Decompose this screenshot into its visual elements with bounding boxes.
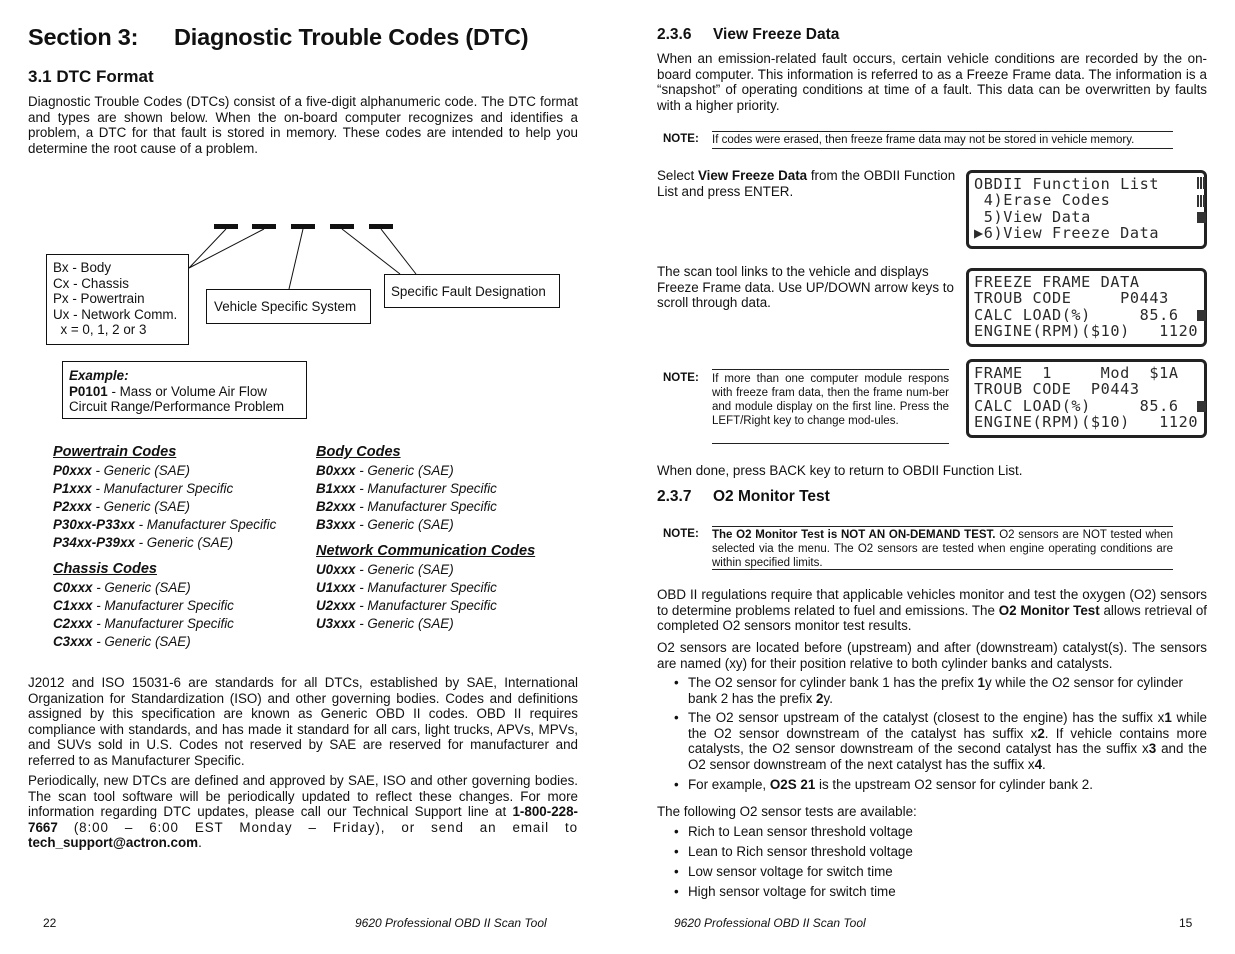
code-desc: - Manufacturer Specific <box>355 499 497 514</box>
list-item <box>316 597 535 615</box>
list-item: • Lean to Rich sensor threshold voltage <box>657 844 1207 860</box>
t: 1 <box>1164 710 1172 726</box>
t: and the O2 sensor downstream of the next catalyst has the suffix x <box>688 741 1207 772</box>
t: 4 <box>1034 756 1043 772</box>
code-desc: - Generic (SAE) <box>355 562 454 577</box>
list-item <box>53 579 234 597</box>
code-desc: - Generic (SAE) <box>355 616 454 631</box>
t: For example, <box>688 776 770 792</box>
system-body: Bx - Body <box>53 260 112 275</box>
code: U0xxx <box>316 562 356 577</box>
left-footer-title: 9620 Professional OBD II Scan Tool <box>355 916 547 930</box>
code: P30xx-P33xx <box>53 517 135 532</box>
list-item <box>316 498 497 516</box>
note-emphasis: The O2 Monitor Test is NOT AN ON-DEMAND TEST. <box>712 529 996 541</box>
code-desc: - Manufacturer Specific <box>91 481 234 496</box>
note-label: NOTE: <box>663 528 699 540</box>
list-item <box>657 675 1207 706</box>
code: P0xxx <box>53 463 92 478</box>
t: . <box>1042 756 1046 772</box>
heading-dtc-format: 3.1 DTC Format <box>28 67 154 86</box>
code: U3xxx <box>316 616 356 631</box>
code-desc: - Generic (SAE) <box>91 499 190 514</box>
para-text: OBD II regulations require that applicable vehicles monitor and test the oxygen (O2) sensors to determine problems related to fuel and emissions. The <box>657 587 1207 618</box>
lcd-line: 4)Erase Codes <box>974 191 1111 210</box>
t: 1 <box>977 675 985 690</box>
note-o2-not-on-demand <box>712 526 1173 570</box>
chassis-heading: Chassis Codes <box>53 561 157 577</box>
support-email: tech_support@actron.com <box>28 835 199 851</box>
digit-dash-1 <box>214 224 238 229</box>
lcd-line: 5)View Data <box>974 207 1091 226</box>
para-text-end: allows retrieval of completed O2 sensors monitor test results. <box>657 602 1207 634</box>
lcd-freeze-frame-data <box>966 268 1207 347</box>
code-desc: - Generic (SAE) <box>91 463 190 478</box>
heading-text: O2 Monitor Test <box>713 488 830 505</box>
list-item <box>316 480 497 498</box>
lcd-line-selected: ▶6)View Freeze Data <box>974 224 1160 243</box>
code-desc: - Generic (SAE) <box>134 535 234 550</box>
code-desc: - Manufacturer Specific <box>92 616 234 631</box>
lcd-line: TROUB CODE P0443 <box>974 289 1169 308</box>
t: while the O2 sensor downstream of the catalyst has suffix x <box>688 710 1207 741</box>
body-heading: Body Codes <box>316 444 401 460</box>
heading-number: 2.3.6 <box>657 26 692 43</box>
lcd-function-list <box>966 170 1207 249</box>
t: The O2 sensor for cylinder bank 1 has the prefix <box>688 675 978 690</box>
code-desc: - Manufacturer Specific <box>355 598 497 613</box>
powertrain-codes <box>53 443 276 552</box>
t: y while the O2 sensor for cylinder bank 2 has the prefix <box>688 675 1183 706</box>
list-item <box>316 615 535 633</box>
right-page-number: 15 <box>1179 916 1193 930</box>
lcd-line: FRAME 1 Mod $1A <box>974 364 1179 382</box>
code: C1xxx <box>53 598 93 613</box>
select-menu-item: View Freeze Data <box>697 168 808 183</box>
code-desc: - Generic (SAE) <box>355 517 454 532</box>
digit-dash-4 <box>330 224 354 229</box>
para-emphasis: O2 Monitor Test <box>998 602 1100 618</box>
digit-dash-5 <box>369 224 393 229</box>
heading-number: 2.3.7 <box>657 488 692 505</box>
scrollbar-icon <box>1197 177 1206 189</box>
links-paragraph: The scan tool links to the vehicle and displays Freeze Frame data. Use UP/DOWN arrow keys to scroll through data. <box>657 264 954 311</box>
code: U1xxx <box>316 580 356 595</box>
code: C0xxx <box>53 580 93 595</box>
vehicle-specific-system-box: Vehicle Specific System <box>206 289 371 324</box>
freeze-intro-paragraph: When an emission-related fault occurs, certain vehicle conditions are recorded by the on-board computer. This information is referred to as a Freeze Frame data. The information is a “snapshot” of operating conditions at time of a fault. This data can be overwritten by faults with a higher priority. <box>657 51 1207 113</box>
list-item: • Rich to Lean sensor threshold voltage <box>657 824 1207 840</box>
note-text: O2 sensors are NOT tested when selected via the menu. The O2 sensors are tested when engine operating conditions are within specified limits. <box>712 529 1173 569</box>
system-x-values: x = 0, 1, 2 or 3 <box>53 322 147 338</box>
chassis-codes <box>53 560 234 651</box>
list-item <box>316 516 497 534</box>
code: C2xxx <box>53 616 93 631</box>
done-paragraph: When done, press BACK key to return to OBDII Function List. <box>657 463 1023 478</box>
note-erased-codes: If codes were erased, then freeze frame data may not be stored in vehicle memory. <box>712 131 1173 149</box>
right-footer-title: 9620 Professional OBD II Scan Tool <box>674 916 866 930</box>
t: . If vehicle contains more catalysts, the O2 sensor downstream of the second catalyst has the suffix x <box>688 725 1207 757</box>
following-tests-paragraph: The following O2 sensor tests are available: <box>657 804 917 819</box>
list-item <box>53 615 234 633</box>
list-item <box>657 710 1207 772</box>
code: P2xxx <box>53 499 92 514</box>
list-item: • Low sensor voltage for switch time <box>657 864 1207 880</box>
code-desc: - Manufacturer Specific <box>355 580 497 595</box>
list-item <box>53 480 276 498</box>
lcd-line: ENGINE(RPM)($10) 1120 <box>974 413 1199 432</box>
code-desc: - Generic (SAE) <box>92 580 191 595</box>
periodic-text-end: . <box>198 835 202 851</box>
t: The O2 sensor upstream of the catalyst (closest to the engine) has the suffix x <box>688 710 1165 726</box>
code-desc: - Generic (SAE) <box>92 634 191 649</box>
system-network: Ux - Network Comm. <box>53 306 178 322</box>
lcd-line: TROUB CODE P0443 <box>974 380 1140 399</box>
body-codes <box>316 443 497 534</box>
lcd-line: FREEZE FRAME DATA <box>974 273 1140 291</box>
obd-regulations-paragraph <box>657 587 1207 634</box>
note-label: NOTE: <box>663 133 699 145</box>
lcd-line: CALC LOAD(%) 85.6 <box>974 305 1179 324</box>
t: y. <box>823 690 833 706</box>
list-item <box>53 462 276 480</box>
code: P34xx-P39xx <box>53 535 135 550</box>
digit-dash-3 <box>291 224 315 229</box>
system-powertrain: Px - Powertrain <box>53 291 145 307</box>
code: C3xxx <box>53 634 93 649</box>
scrollbar-thumb-icon <box>1197 310 1206 321</box>
support-phone: 1-800-228-7667 <box>28 804 578 835</box>
periodic-paragraph <box>28 773 578 851</box>
code: B0xxx <box>316 463 356 478</box>
example-box <box>62 361 307 419</box>
lcd-frame-module <box>966 359 1207 438</box>
list-item <box>316 561 535 579</box>
j2012-paragraph: J2012 and ISO 15031-6 are standards for all DTCs, established by SAE, International Organization for Standardization (ISO) and other governing bodies. Codes and definitions assigned by this specification are known as Generic OBD II codes. OBD II requires compliance with standards, and has made it standard for all cars, light trucks, APVs, MPVs, and SUVs sold in U.S. Codes not reserved by SAE are reserved for manufacturer and referred to as Manufacturer Specific. <box>28 675 578 768</box>
list-item <box>316 579 535 597</box>
example-code: P0101 <box>69 383 108 399</box>
periodic-text-hours: (8:00 – 6:00 EST Monday – Friday), or send an email to <box>57 819 578 835</box>
list-item: • High sensor voltage for switch time <box>657 884 1207 900</box>
system-type-box <box>46 254 189 345</box>
scrollbar-thumb-icon <box>1197 401 1206 412</box>
scrollbar-thumb-icon <box>1197 212 1206 223</box>
network-heading: Network Communication Codes <box>316 543 536 559</box>
code-desc: - Manufacturer Specific <box>134 517 277 532</box>
t: is the upstream O2 sensor for cylinder bank 2. <box>815 776 1093 792</box>
list-item <box>316 462 497 480</box>
t: 2 <box>1037 725 1045 741</box>
system-chassis: Cx - Chassis <box>53 275 129 291</box>
dtc-format-paragraph: Diagnostic Trouble Codes (DTCs) consist of a five-digit alphanumeric code. The DTC format and types are shown below. When the on-board computer recognizes and identifies a problem, a DTC for that fault is stored in memory. These codes are intended to help you determine the root cause of a problem. <box>28 94 578 156</box>
left-page-number: 22 <box>43 916 57 930</box>
code: B3xxx <box>316 517 356 532</box>
list-item <box>53 597 234 615</box>
lcd-line: CALC LOAD(%) 85.6 <box>974 396 1179 415</box>
code: U2xxx <box>316 598 356 613</box>
example-line-2: Circuit Range/Performance Problem <box>69 399 285 415</box>
t: 2 <box>816 690 824 706</box>
section-title-text: Diagnostic Trouble Codes (DTC) <box>174 24 529 50</box>
note-multiple-modules: If more than one computer module respons with freeze fram data, then the frame num-ber and module display on the first line. Press the LEFT/Right key to change mod-ules. <box>712 369 949 444</box>
powertrain-heading: Powertrain Codes <box>53 444 177 460</box>
code: B1xxx <box>316 481 356 496</box>
select-text-end: from the OBDII Function List and press ENTER. <box>657 168 956 199</box>
o2-tests-list <box>657 824 1207 904</box>
select-instruction <box>657 168 957 199</box>
list-item <box>53 498 276 516</box>
o2-location-paragraph: O2 sensors are located before (upstream) and after (downstream) catalyst(s). The sensors are named (xy) for their position relative to both cylinder banks and catalysts. <box>657 640 1207 671</box>
heading-view-freeze-data <box>657 26 839 44</box>
example-label: Example: <box>69 368 129 383</box>
code-desc: - Manufacturer Specific <box>92 598 234 613</box>
code: B2xxx <box>316 499 356 514</box>
list-item <box>657 777 1207 793</box>
select-text: Select <box>657 168 698 183</box>
code-desc: - Generic (SAE) <box>355 463 454 478</box>
example-line-1 <box>69 384 300 400</box>
periodic-text: Periodically, new DTCs are defined and approved by SAE, ISO and other governing bodies. The scan tool software will be periodically updated to reflect these changes. For more information regarding DTC updates, please call our Technical Support line at <box>28 773 578 820</box>
specific-fault-designation-box: Specific Fault Designation <box>384 274 560 308</box>
lcd-line: OBDII Function List <box>974 175 1160 193</box>
note-label: NOTE: <box>663 372 699 384</box>
section-title <box>28 24 528 51</box>
example-text: - Mass or Volume Air Flow <box>107 383 267 399</box>
network-codes <box>316 542 535 633</box>
code: P1xxx <box>53 481 92 496</box>
t: O2S 21 <box>769 776 816 792</box>
heading-o2-monitor-test <box>657 488 830 506</box>
list-item <box>53 633 234 651</box>
lcd-line: ENGINE(RPM)($10) 1120 <box>974 322 1199 341</box>
code-desc: - Manufacturer Specific <box>355 481 497 496</box>
list-item <box>53 534 276 552</box>
t: 3 <box>1148 741 1157 757</box>
o2-naming-list <box>657 675 1207 796</box>
section-number: Section 3: <box>28 24 139 50</box>
digit-dash-2 <box>252 224 276 229</box>
scrollbar-icon <box>1197 195 1206 207</box>
heading-text: View Freeze Data <box>713 26 840 43</box>
list-item <box>53 516 276 534</box>
